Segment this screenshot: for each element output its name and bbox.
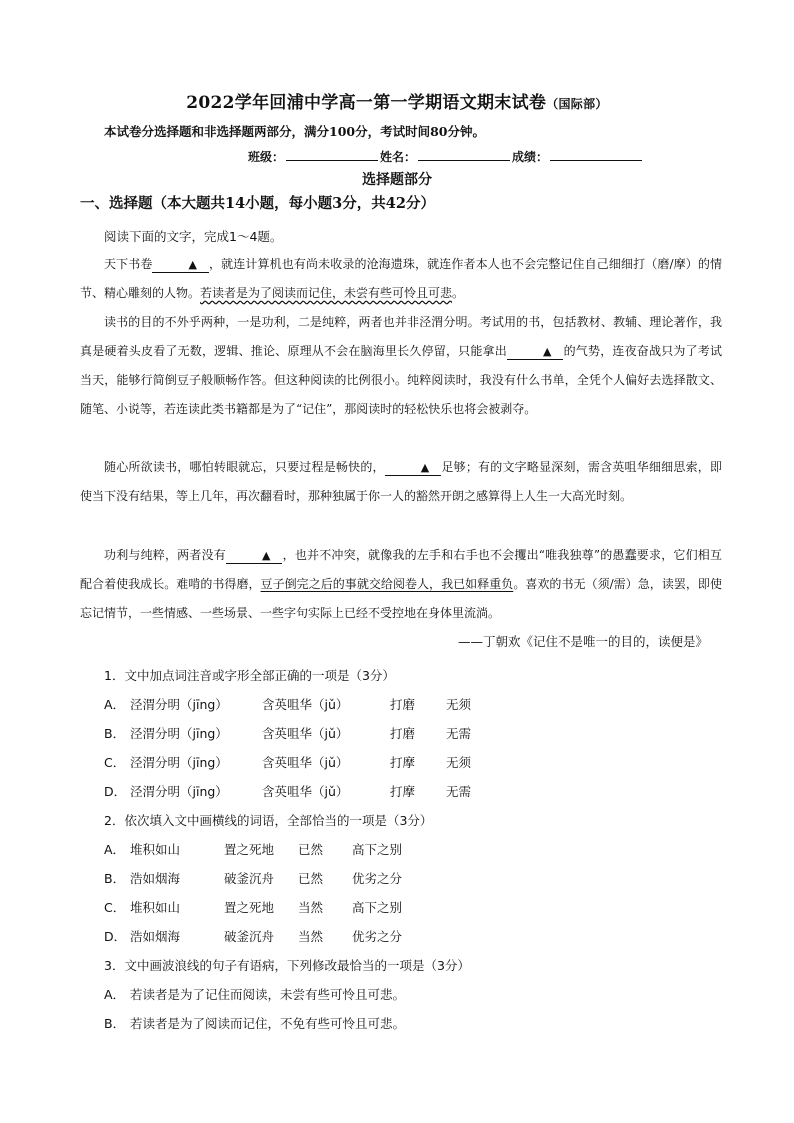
class-label: 班级：: [248, 150, 285, 164]
option-letter: D．: [104, 784, 127, 799]
option-item: 优劣之分: [352, 871, 403, 886]
option-item: 打摩: [390, 755, 416, 770]
exam-title: [0, 88, 794, 113]
option-item: 若读者是为了记住而阅读，未尝有些可怜且可悲。: [130, 987, 406, 1002]
option-item: 浩如烟海: [130, 929, 181, 944]
question-3-stem: 3．文中画波浪线的句子有语病，下列修改最恰当的一项是（3分）: [104, 958, 470, 973]
question-3-option-a[interactable]: [104, 985, 405, 1003]
question-2-option-d[interactable]: [104, 927, 402, 945]
option-item: 当然: [298, 929, 324, 944]
section-one-heading: 一、选择题（本大题共14小题，每小题3分，共42分）: [80, 195, 435, 212]
option-item: 含英咀华（jǔ）: [262, 755, 349, 770]
option-letter: A．: [104, 697, 126, 712]
option-item: 含英咀华（jǔ）: [262, 726, 349, 741]
passage-paragraph-2: [80, 308, 722, 424]
question-3-option-b[interactable]: [104, 1014, 405, 1032]
class-blank[interactable]: [286, 148, 378, 161]
option-item: 若读者是为了阅读而记住，不免有些可怜且可悲。: [130, 1016, 406, 1031]
option-item: 打摩: [390, 784, 416, 799]
p1-text-b: ，就连计算机也有尚未收录的沧海遗珠，就连作者本人也不会完整记住自己细细打（磨/摩）的情节、精心雕刻的人物。: [80, 257, 722, 300]
option-item: 无须: [446, 697, 472, 712]
exam-title-suffix: （国际部）: [546, 97, 608, 111]
option-item: 打磨: [390, 697, 416, 712]
option-item: 优劣之分: [352, 929, 403, 944]
passage-paragraph-4: [80, 541, 722, 628]
passage-paragraph-3: [80, 453, 722, 511]
p2-text-b: 的气势，连夜奋战只为了考试当天，能够行简倒豆子般顺畅作答。但这种阅读的比例很小。纯粹阅读时，我没有什么书单，全凭个人偏好去选择散文、随笔、小说等，若连读此类书籍都是为了“记住”，那阅读时的轻松快乐也将会被剥夺。: [80, 344, 722, 416]
question-1-option-c[interactable]: [104, 753, 471, 771]
reading-instruction: 阅读下面的文字，完成1～4题。: [104, 229, 283, 244]
p4-text-c: 。喜欢的书无（须/需）急，读罢，即使忘记情节，一些情感、一些场景、一些字句实际上已经不受控地在身体里流淌。: [80, 577, 722, 620]
option-letter: A．: [104, 842, 126, 857]
option-item: 泾渭分明（jīng）: [130, 755, 228, 770]
name-blank[interactable]: [418, 148, 510, 161]
option-item: 高下之别: [352, 900, 403, 915]
option-letter: B．: [104, 871, 126, 886]
passage-paragraph-1: [80, 250, 722, 308]
question-1-option-a[interactable]: [104, 695, 471, 713]
name-label: 姓名：: [380, 150, 417, 164]
option-item: 已然: [298, 842, 324, 857]
part-title: 选择题部分: [362, 172, 432, 188]
option-item: 含英咀华（jǔ）: [262, 784, 349, 799]
option-item: 已然: [298, 871, 324, 886]
option-item: 破釜沉舟: [224, 929, 275, 944]
fill-blank-4: ▲: [226, 549, 282, 564]
exam-title-main: 2022学年回浦中学高一第一学期语文期末试卷: [186, 93, 547, 113]
option-item: 无需: [446, 726, 472, 741]
option-item: 破釜沉舟: [224, 871, 275, 886]
option-item: 泾渭分明（jīng）: [130, 697, 228, 712]
question-2-option-a[interactable]: [104, 840, 402, 858]
p1-text-end: 。: [452, 286, 465, 300]
option-item: 无须: [446, 755, 472, 770]
fill-blank-2: ▲: [507, 345, 563, 360]
p3-text-b: 足够；有的文字略显深刻，需含英咀华细细思索，即使当下没有结果，等上几年，再次翻看时，那种独属于你一人的豁然开朗之感算得上人生一大高光时刻。: [80, 460, 722, 503]
student-info-row: [248, 148, 644, 165]
option-item: 高下之别: [352, 842, 403, 857]
question-1-stem: 1．文中加点词注音或字形全部正确的一项是（3分）: [104, 668, 395, 683]
p4-text-a: 功利与纯粹，两者没有: [104, 548, 226, 562]
p2-text-a: 读书的目的不外乎两种，一是功利，二是纯粹，两者也并非泾渭分明。考试用的书，包括教材、教辅、理论著作，我真是硬着头皮看了无数，逻辑、推论、原理从不会在脑海里长久停留，只能拿出: [80, 315, 722, 358]
question-2-option-c[interactable]: [104, 898, 402, 916]
fill-blank-3: ▲: [385, 461, 441, 476]
option-item: 堆积如山: [130, 842, 181, 857]
option-item: 含英咀华（jǔ）: [262, 697, 349, 712]
option-letter: C．: [104, 755, 126, 770]
option-letter: D．: [104, 929, 127, 944]
option-item: 泾渭分明（jīng）: [130, 784, 228, 799]
passage-source: ——丁朝欢《记住不是唯一的目的，读便是》: [457, 634, 708, 649]
question-2-option-b[interactable]: [104, 869, 402, 887]
option-item: 泾渭分明（jīng）: [130, 726, 228, 741]
option-item: 置之死地: [224, 900, 275, 915]
p1-text-a: 天下书卷: [104, 257, 153, 271]
option-letter: A．: [104, 987, 126, 1002]
p4-text-b: ，也并不冲突，就像我的左手和右手也不会攫出“唯我独尊”的愚蠢要求，它们相互配合着使我成长。难啃的书得磨，: [80, 548, 722, 591]
fill-blank-1: ▲: [152, 258, 208, 273]
option-item: 打磨: [390, 726, 416, 741]
wavy-underlined-sentence: 若读者是为了阅读而记住，未尝有些可怜且可悲: [200, 286, 453, 300]
option-item: 浩如烟海: [130, 871, 181, 886]
option-item: 堆积如山: [130, 900, 181, 915]
option-item: 置之死地: [224, 842, 275, 857]
option-item: 无需: [446, 784, 472, 799]
score-blank[interactable]: [550, 148, 642, 161]
option-item: 当然: [298, 900, 324, 915]
option-letter: B．: [104, 1016, 126, 1031]
exam-intro: 本试卷分选择题和非选择题两部分，满分100分，考试时间80分钟。: [104, 124, 485, 139]
underlined-sentence: 豆子倒完之后的事就交给阅卷人，我已如释重负: [260, 577, 514, 591]
p3-text-a: 随心所欲读书，哪怕转眼就忘，只要过程是畅快的，: [104, 460, 385, 474]
option-letter: B．: [104, 726, 126, 741]
question-1-option-b[interactable]: [104, 724, 471, 742]
score-label: 成绩：: [512, 150, 549, 164]
question-1-option-d[interactable]: [104, 782, 471, 800]
option-letter: C．: [104, 900, 126, 915]
question-2-stem: 2．依次填入文中画横线的词语，全部恰当的一项是（3分）: [104, 813, 433, 828]
